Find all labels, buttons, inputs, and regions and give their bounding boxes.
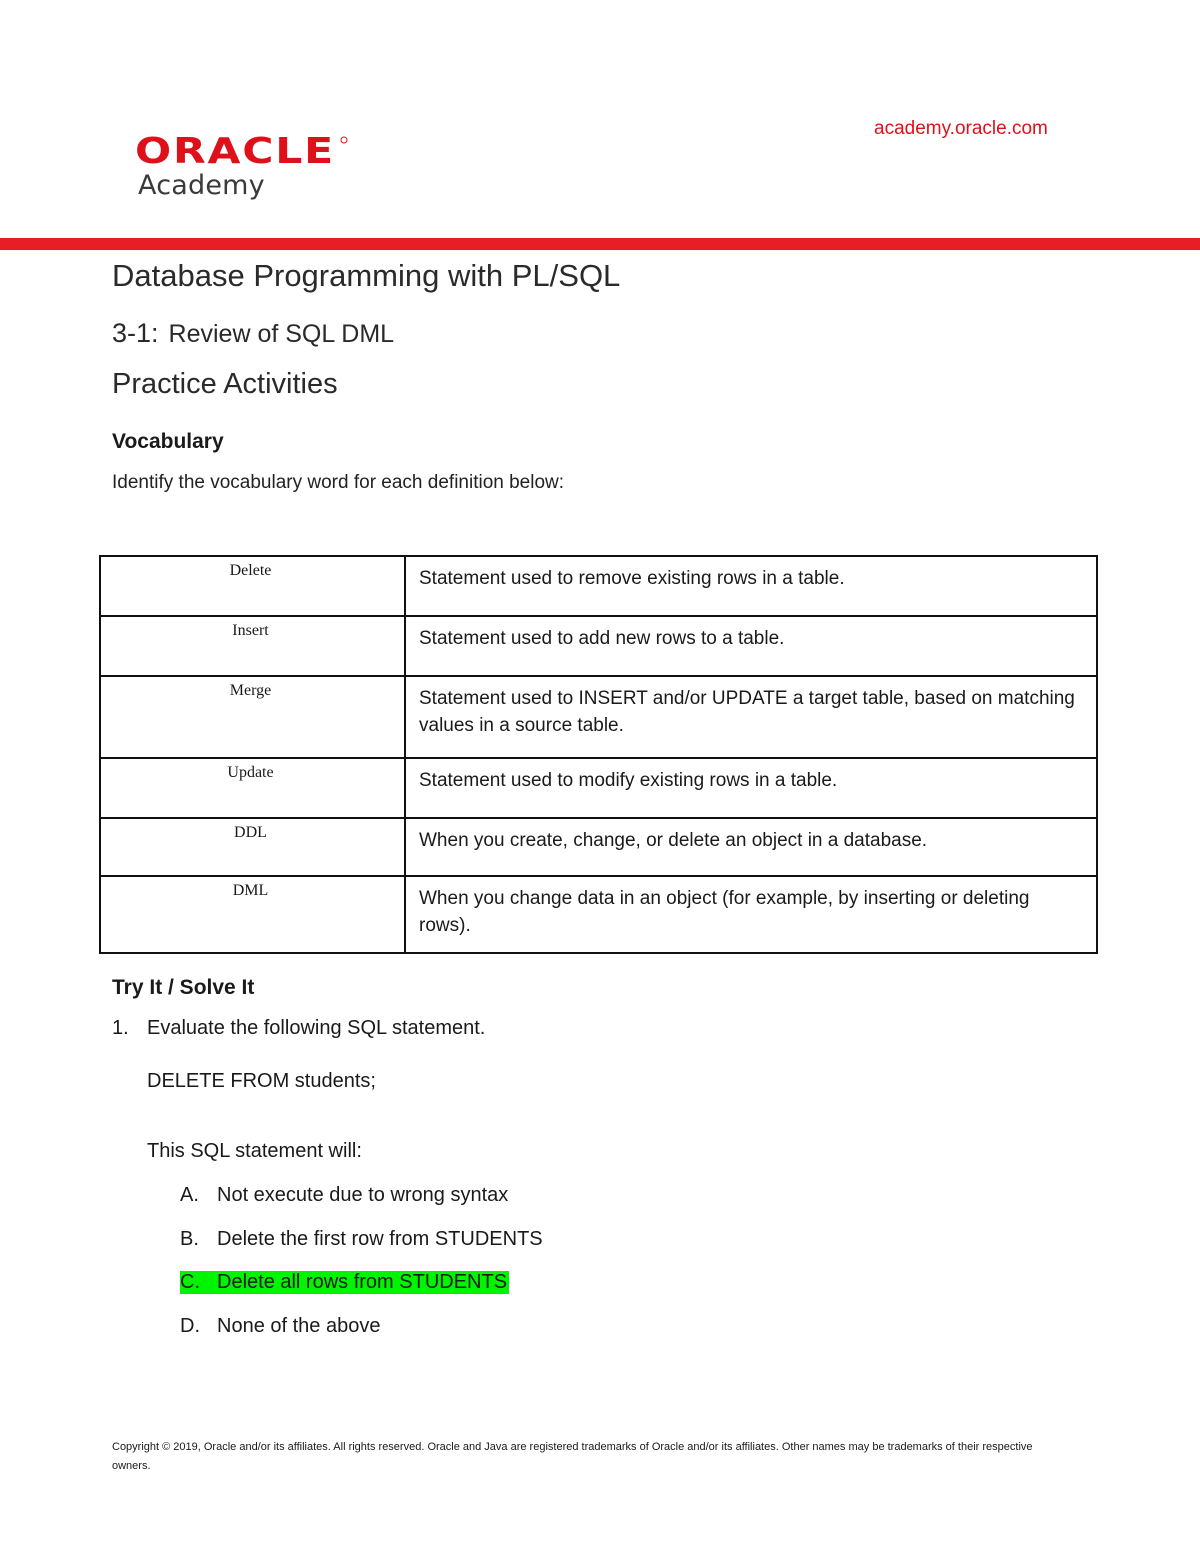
option-d[interactable] (180, 1315, 380, 1338)
table-row (100, 556, 1097, 616)
option-text: Delete the first row from STUDENTS (217, 1228, 543, 1250)
option-c-selected[interactable] (180, 1271, 509, 1294)
vocabulary-instruction: Identify the vocabulary word for each definition below: (112, 472, 565, 493)
option-text: None of the above (217, 1315, 381, 1337)
svg-text:ORACLE: ORACLE (135, 131, 335, 170)
section-title: Practice Activities (112, 368, 338, 400)
option-b[interactable] (180, 1228, 543, 1251)
term-cell[interactable]: Update (100, 758, 405, 818)
definition-cell: Statement used to add new rows to a table. (405, 616, 1097, 676)
table-row (100, 676, 1097, 758)
question-number: 1. (112, 1017, 129, 1039)
definition-cell: Statement used to INSERT and/or UPDATE a target table, based on matching values in a source table. (405, 676, 1097, 758)
oracle-wordmark (135, 130, 350, 170)
term-cell[interactable]: Insert (100, 616, 405, 676)
lesson-title (112, 318, 394, 349)
site-link[interactable]: academy.oracle.com (874, 118, 1048, 139)
table-row (100, 758, 1097, 818)
option-letter: D. (180, 1315, 200, 1337)
vocabulary-heading: Vocabulary (112, 430, 224, 453)
term-cell[interactable]: DML (100, 876, 405, 953)
academy-wordmark: Academy (138, 170, 265, 201)
try-it-heading: Try It / Solve It (112, 976, 255, 999)
table-row (100, 818, 1097, 876)
lesson-name: Review of SQL DML (168, 320, 395, 348)
definition-cell: Statement used to modify existing rows in a table. (405, 758, 1097, 818)
term-cell[interactable]: Merge (100, 676, 405, 758)
question-prompt: This SQL statement will: (147, 1140, 362, 1162)
header-rule (0, 238, 1200, 250)
option-a[interactable] (180, 1184, 508, 1207)
copyright-footer: Copyright © 2019, Oracle and/or its affiliates. All rights reserved. Oracle and Java are registered trademarks of Oracle and/or its affiliates. Other names may be trademarks of their respective owners. (112, 1441, 1033, 1472)
definition-cell: Statement used to remove existing rows in a table. (405, 556, 1097, 616)
table-row (100, 876, 1097, 953)
lesson-number: 3-1: (112, 318, 159, 348)
table-row (100, 616, 1097, 676)
definition-cell: When you create, change, or delete an object in a database. (405, 818, 1097, 876)
option-letter: B. (180, 1228, 199, 1250)
definition-cell: When you change data in an object (for example, by inserting or deleting rows). (405, 876, 1097, 953)
option-text: Not execute due to wrong syntax (217, 1184, 509, 1206)
course-title: Database Programming with PL/SQL (112, 258, 621, 293)
option-letter: A. (180, 1184, 199, 1206)
vocabulary-table (99, 555, 1098, 954)
option-text: Delete all rows from STUDENTS (217, 1271, 508, 1293)
term-cell[interactable]: Delete (100, 556, 405, 616)
question-text: Evaluate the following SQL statement. (147, 1017, 486, 1039)
term-cell[interactable]: DDL (100, 818, 405, 876)
option-letter: C. (180, 1271, 200, 1293)
sql-statement: DELETE FROM students; (147, 1070, 376, 1092)
